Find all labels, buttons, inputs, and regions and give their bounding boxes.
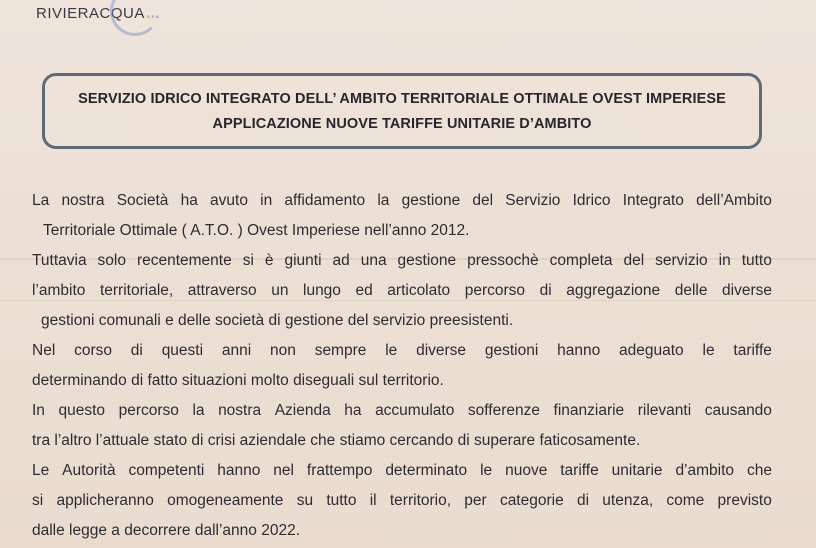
word: sempre [314, 342, 367, 359]
word: la [192, 402, 205, 419]
body-line: Territoriale Ottimale ( A.T.O. ) Ovest Imperiese nell’anno 2012. [43, 222, 470, 239]
body-line [32, 278, 772, 308]
header-title: SERVIZIO IDRICO INTEGRATO DELL’ AMBITO TERRITORIALE OTTIMALE OVEST IMPERIESE [78, 90, 726, 107]
word: d’ambito [675, 462, 735, 479]
word: recentemente [136, 252, 232, 269]
word: lungo [303, 282, 341, 299]
word: è [264, 252, 274, 269]
word: corso [74, 342, 112, 359]
word: gestione [401, 192, 461, 209]
word: diverse [416, 342, 467, 359]
word: non [270, 342, 296, 359]
body-line [32, 188, 772, 218]
word: dell’Ambito [696, 192, 772, 209]
body-line: gestioni comunali e delle società di gestione del servizio preesistenti. [41, 312, 514, 329]
word: Integrato [622, 192, 684, 209]
word: Idrico [572, 192, 611, 209]
logo-swirl-icon [110, 0, 160, 36]
body-line: dalle legge a decorrere dall’anno 2022. [32, 522, 301, 539]
word: unitarie [611, 462, 663, 479]
body-line [32, 458, 772, 488]
word: Nel [32, 342, 56, 359]
word: questi [161, 342, 204, 359]
word: in [718, 252, 731, 269]
word: solo [97, 252, 126, 269]
word: territorio, [389, 492, 452, 509]
word: anni [221, 342, 252, 359]
word: sofferenze [467, 402, 540, 419]
word: diverse [722, 282, 772, 299]
word: gestioni [484, 342, 539, 359]
company-logo [36, 0, 161, 22]
word: Servizio [505, 192, 561, 209]
word: determinato [385, 462, 468, 479]
word: percorso [118, 402, 179, 419]
word: Tuttavia [32, 252, 87, 269]
word: tutto [741, 252, 772, 269]
word: le [480, 462, 493, 479]
word: questo [58, 402, 106, 419]
word: in [260, 192, 273, 209]
word: di [130, 342, 143, 359]
word: accumulato [375, 402, 455, 419]
logo-text: RIVIERACQUA [36, 5, 145, 22]
word: giunti [284, 252, 322, 269]
word: aggregazione [566, 282, 661, 299]
body-line [32, 488, 772, 518]
word: tariffe [733, 342, 772, 359]
word: delle [674, 282, 708, 299]
word: che [746, 462, 772, 479]
word: Le [32, 462, 50, 479]
word: applicheranno [56, 492, 154, 509]
word: pressochè [467, 252, 539, 269]
word: percorso [464, 282, 526, 299]
word: come [666, 492, 705, 509]
word: su [296, 492, 314, 509]
word: ha [344, 402, 362, 419]
body-line [32, 398, 772, 428]
word: previsto [717, 492, 772, 509]
word: nel [273, 462, 294, 479]
header-subtitle: APPLICAZIONE NUOVE TARIFFE UNITARIE D’AMBITO [212, 115, 592, 132]
word: ha [180, 192, 198, 209]
word: si [242, 252, 254, 269]
word: Azienda [274, 402, 331, 419]
word: ed [355, 282, 373, 299]
word: le [385, 342, 398, 359]
body-line [32, 248, 772, 278]
word: la [377, 192, 390, 209]
word: del [472, 192, 494, 209]
word: nostra [218, 402, 262, 419]
word: Autorità [62, 462, 116, 479]
word: articolato [387, 282, 451, 299]
word: di [576, 492, 590, 509]
word: utenza, [602, 492, 654, 509]
word: l’ambito [32, 282, 86, 299]
word: un [271, 282, 289, 299]
word: hanno [557, 342, 601, 359]
word: una [360, 252, 387, 269]
word: si [32, 492, 44, 509]
word: le [702, 342, 715, 359]
logo-suffix: S.P.A. [146, 14, 161, 19]
word: La [32, 192, 50, 209]
word: omogeneamente [167, 492, 284, 509]
body-line: tra l’altro l’attuale stato di crisi aziendale che stiamo cercando di superare faticosamente. [32, 432, 641, 449]
word: nostra [61, 192, 105, 209]
word: attraverso [187, 282, 257, 299]
word: il [369, 492, 377, 509]
word: gestione [397, 252, 457, 269]
letter-body [32, 188, 772, 548]
word: del [623, 252, 645, 269]
word: Società [116, 192, 169, 209]
word: territoriale, [99, 282, 174, 299]
word: causando [704, 402, 772, 419]
word: tutto [326, 492, 357, 509]
word: hanno [217, 462, 261, 479]
word: affidamento [284, 192, 366, 209]
body-line: determinando di fatto situazioni molto diseguali sul territorio. [32, 372, 444, 389]
word: tariffe [560, 462, 599, 479]
word: di [539, 282, 552, 299]
word: rilevanti [637, 402, 692, 419]
word: finanziarie [553, 402, 625, 419]
word: nuove [505, 462, 548, 479]
word: adeguato [619, 342, 684, 359]
header-box [42, 73, 762, 149]
word: In [32, 402, 45, 419]
body-line [32, 338, 772, 368]
word: frattempo [306, 462, 373, 479]
word: ad [332, 252, 350, 269]
word: avuto [210, 192, 248, 209]
word: categorie [499, 492, 564, 509]
word: servizio [655, 252, 708, 269]
word: per [464, 492, 487, 509]
word: completa [549, 252, 613, 269]
word: competenti [128, 462, 205, 479]
